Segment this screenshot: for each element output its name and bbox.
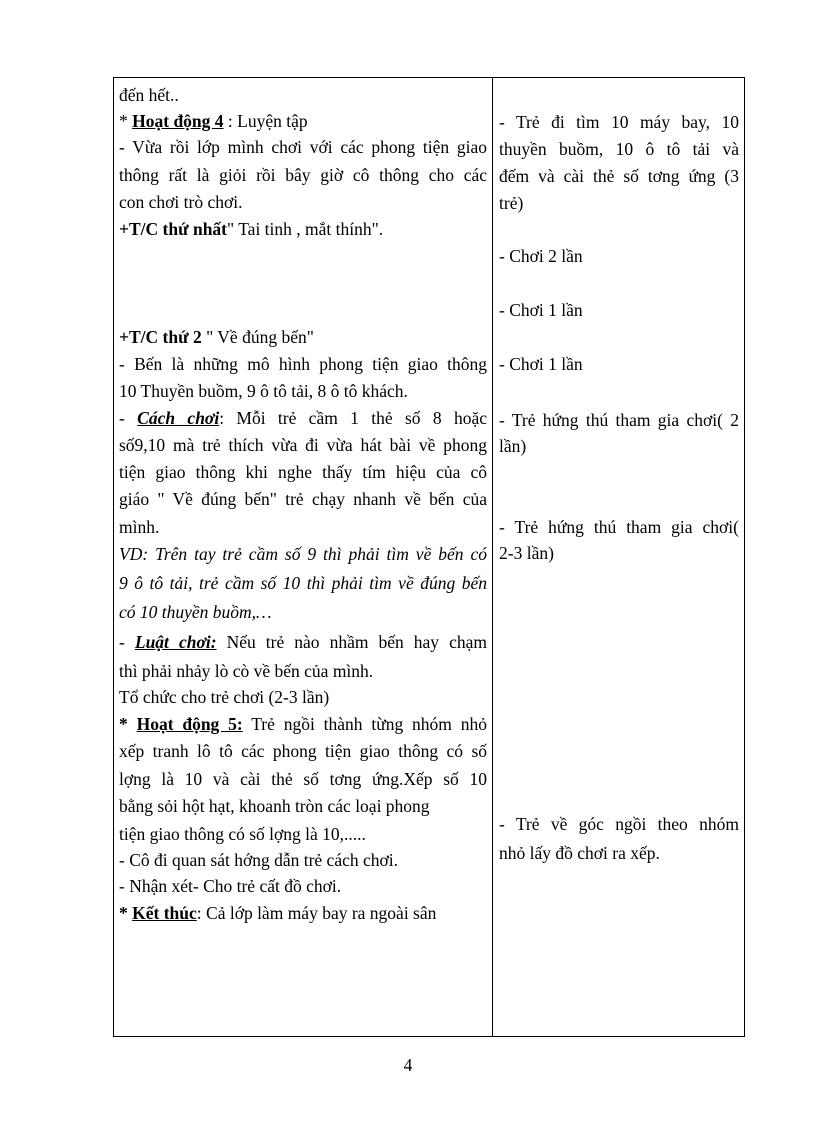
- how-to-play-line: - Cách chơi: Mỗi trẻ cầm 1 thẻ số 8 hoặc: [119, 408, 487, 428]
- text-line: đếm và cài thẻ số tơng ứng (3: [499, 166, 739, 186]
- ending-heading: * Kết thúc: Cả lớp làm máy bay ra ngoài sân: [119, 903, 437, 923]
- text-line: - Nhận xét- Cho trẻ cất đồ chơi.: [119, 876, 342, 896]
- how-to-play-title: Cách chơi: [137, 408, 220, 428]
- text-line: thông rất là giỏi rồi bây giờ cô thông cho các: [119, 165, 487, 185]
- activity-5-heading: * Hoạt động 5: Trẻ ngồi thành từng nhóm nhỏ: [119, 714, 487, 734]
- text-line: - Chơi 2 lần: [499, 246, 583, 266]
- rules-line: - Luật chơi: Nếu trẻ nào nhầm bến hay chạm: [119, 632, 487, 652]
- example-line: VD: Trên tay trẻ cầm số 9 thì phải tìm về bến có: [119, 544, 487, 564]
- text-line: - Cô đi quan sát hớng dẫn trẻ cách chơi.: [119, 850, 398, 870]
- text-line: tiện giao thông có số lợng là 10,.....: [119, 824, 366, 844]
- lesson-table: [113, 77, 745, 1037]
- column-divider: [492, 78, 493, 1036]
- text-line: thì phải nhảy lò cò về bến của mình.: [119, 661, 374, 681]
- page-number: 4: [403, 1055, 413, 1075]
- game-1-heading: +T/C thứ nhất" Tai tinh , mắt thính".: [119, 219, 384, 239]
- example-line: 9 ô tô tải, trẻ cầm số 10 thì phải tìm về đúng bến: [119, 573, 487, 593]
- text-line: 2-3 lần): [499, 543, 554, 563]
- text-line: - Trẻ hứng thú tham gia chơi( 2: [499, 410, 739, 430]
- ending-title: Kết thúc: [132, 903, 197, 923]
- text-line: - Trẻ đi tìm 10 máy bay, 10: [499, 112, 739, 132]
- text-line: - Vừa rồi lớp mình chơi với các phong tiện giao: [119, 137, 487, 157]
- text-line: xếp tranh lô tô các phong tiện giao thông có số: [119, 741, 487, 761]
- text-line: Tổ chức cho trẻ chơi (2-3 lần): [119, 687, 330, 707]
- game-2-heading: +T/C thứ 2 " Về đúng bến": [119, 327, 314, 347]
- text-line: con chơi trò chơi.: [119, 192, 243, 212]
- rules-title: Luật chơi:: [134, 632, 217, 652]
- text-line: số9,10 mà trẻ thích vừa đi vừa hát bài về phong: [119, 435, 487, 455]
- text-line: - Trẻ hứng thú tham gia chơi(: [499, 517, 739, 537]
- text-line: trẻ): [499, 193, 524, 213]
- text-line: - Chơi 1 lần: [499, 300, 583, 320]
- text-line: - Chơi 1 lần: [499, 354, 583, 374]
- text-line: thuyền buồm, 10 ô tô tải và: [499, 139, 739, 159]
- activity-4-heading: * Hoạt động 4 : Luyện tập: [119, 111, 308, 131]
- text-line: lần): [499, 436, 527, 456]
- text-line: mình.: [119, 517, 160, 537]
- text-line: nhỏ lấy đồ chơi ra xếp.: [499, 843, 660, 863]
- text-line: đến hết..: [119, 85, 179, 105]
- text-line: - Trẻ về góc ngồi theo nhóm: [499, 814, 739, 834]
- text-line: lợng là 10 và cài thẻ số tơng ứng.Xếp số 10: [119, 769, 487, 789]
- text-line: 10 Thuyền buồm, 9 ô tô tải, 8 ô tô khách.: [119, 381, 408, 401]
- text-line: bằng sỏi hột hạt, khoanh tròn các loại phong: [119, 796, 430, 816]
- text-line: tiện giao thông khi nghe thấy tím hiệu của cô: [119, 462, 487, 482]
- activity-4-title: Hoạt động 4: [132, 111, 224, 131]
- text-line: giáo " Về đúng bến" trẻ chạy nhanh về bến của: [119, 489, 487, 509]
- example-line: có 10 thuyền buồm,…: [119, 602, 272, 622]
- text-line: - Bến là những mô hình phong tiện giao thông: [119, 354, 487, 374]
- activity-5-title: Hoạt động 5:: [136, 714, 243, 734]
